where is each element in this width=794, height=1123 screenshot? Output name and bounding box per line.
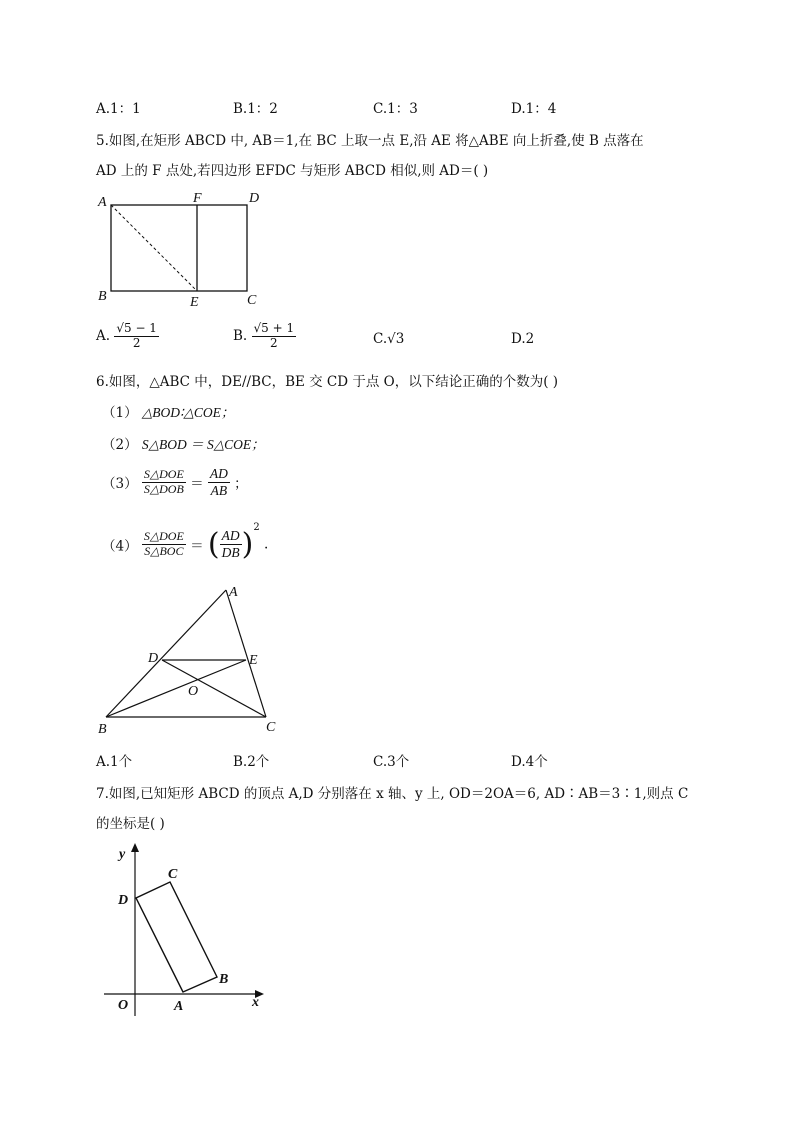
q5-option-b-prefix: B.	[233, 327, 248, 344]
q5-label-a: A	[98, 195, 107, 210]
q6-option-b: B.2个	[233, 754, 270, 770]
q5-option-a-num: √5 − 1	[116, 321, 157, 335]
q6-side-ab	[106, 590, 226, 717]
q4-option-c: C.1：3	[373, 101, 418, 117]
q5-option-b-num: √5 + 1	[253, 321, 295, 335]
q5-label-b: B	[98, 289, 107, 304]
q5-option-c: C.√3	[373, 331, 405, 347]
q7-stem-line2: 的坐标是( )	[96, 816, 165, 832]
q5-label-c: C	[247, 293, 257, 308]
q5-option-b-den: 2	[270, 335, 278, 350]
q6-c4-tail: .	[263, 536, 269, 553]
q6-c2-text: S△BOD ＝ S△COE；	[141, 437, 265, 452]
q5-label-d: D	[249, 191, 260, 206]
q7-label-y: y	[119, 847, 126, 862]
q6-option-d: D.4个	[511, 754, 548, 770]
q6-c4-rhs-num: AD	[221, 528, 240, 544]
q6-option-a: A.1个	[96, 754, 133, 770]
q6-c4-exponent: 2	[253, 522, 260, 533]
q6-c3-label: （3）	[102, 476, 138, 493]
q5-rect-abcd	[111, 205, 247, 291]
q6-c3-rhs	[208, 466, 230, 498]
q6-c3-lhs-num: S△DOE	[143, 466, 184, 481]
q5-stem-line2: AD 上的 F 点处,若四边形 EFDC 与矩形 ABCD 相似,则 AD＝( )	[96, 163, 489, 179]
q6-c4-lhs	[142, 530, 186, 559]
q6-c4-lhs-den: S△BOC	[144, 544, 184, 558]
q7-label-c: C	[168, 867, 178, 882]
q6-label-c: C	[266, 720, 276, 735]
q5-stem-line1: 5.如图,在矩形 ABCD 中, AB＝1,在 BC 上取一点 E,沿 AE 将△ABE 向上折叠,使 B 点落在	[96, 133, 644, 149]
q6-c1-label: （1）	[102, 405, 138, 421]
q6-option-c: C.3个	[373, 754, 410, 770]
q6-label-d: D	[148, 651, 159, 666]
q4-option-b: B.1：2	[233, 101, 278, 117]
q6-c1-text: △BOD∶△COE；	[141, 405, 235, 420]
q6-c4-rhs	[220, 528, 242, 560]
q6-label-b: B	[98, 722, 107, 737]
q6-conclusion-1	[102, 401, 234, 421]
q5-fold-ae	[111, 205, 197, 291]
q7-label-o: O	[118, 998, 129, 1013]
q5-option-a	[96, 322, 159, 351]
q6-c3-rhs-den: AB	[210, 482, 228, 498]
q5-option-b-fraction	[252, 322, 297, 351]
q6-c3-lhs	[142, 468, 186, 497]
q6-c4-rhs-den: DB	[221, 545, 240, 560]
q6-label-a: A	[229, 585, 238, 600]
q6-label-e: E	[249, 653, 258, 668]
q6-stem: 6.如图，△ABC 中，DE//BC，BE 交 CD 于点 O，以下结论正确的个数为( )	[96, 374, 559, 390]
q4-option-d: D.1：4	[511, 101, 557, 117]
q6-c3-tail: ；	[234, 476, 248, 493]
q5-option-a-den: 2	[132, 335, 141, 350]
q7-rect-abcd	[136, 882, 217, 992]
q5-figure	[94, 188, 274, 310]
q7-stem-line1: 7.如图,已知矩形 ABCD 的顶点 A,D 分别落在 x 轴、y 上, OD＝2OA＝6, AD∶AB＝3∶1,则点 C	[96, 786, 689, 802]
q5-option-a-prefix: A.	[96, 327, 111, 344]
q6-c4-lhs-num: S△DOE	[143, 529, 184, 544]
q6-c2-label: （2）	[102, 437, 138, 453]
q5-label-f: F	[193, 191, 202, 206]
q5-option-d: D.2	[511, 331, 535, 347]
q6-conclusion-3: （3） $\frac{\text{S△DOE}}{\text{S△DOB}}$ ＝ $\frac{AD}{AB}$ ；	[102, 466, 248, 498]
q6-c3-rhs-num: AD	[209, 466, 228, 481]
q7-figure	[98, 840, 278, 1018]
q7-y-arrow	[131, 843, 139, 852]
q4-option-a: A.1：1	[96, 101, 141, 117]
q5-option-a-fraction	[114, 322, 159, 351]
q6-c3-lhs-den: S△DOB	[143, 481, 184, 496]
q6-segment-be	[106, 660, 246, 717]
q6-figure	[94, 584, 284, 740]
q5-label-e: E	[190, 295, 199, 310]
q7-label-a: A	[174, 999, 184, 1014]
q6-label-o: O	[188, 684, 199, 699]
q6-conclusion-4: （4） $\frac{\text{S△DOE}}{\text{S△BOC}}$ ＝ ( $\frac{AD}{DB}$ )$^2$ .	[102, 522, 269, 562]
q7-label-b: B	[219, 972, 229, 987]
q6-conclusion-2	[102, 433, 265, 453]
q6-c4-label: （4）	[102, 538, 138, 555]
q5-option-b	[233, 322, 296, 351]
q7-label-x: x	[252, 995, 259, 1010]
q7-label-d: D	[118, 893, 129, 908]
